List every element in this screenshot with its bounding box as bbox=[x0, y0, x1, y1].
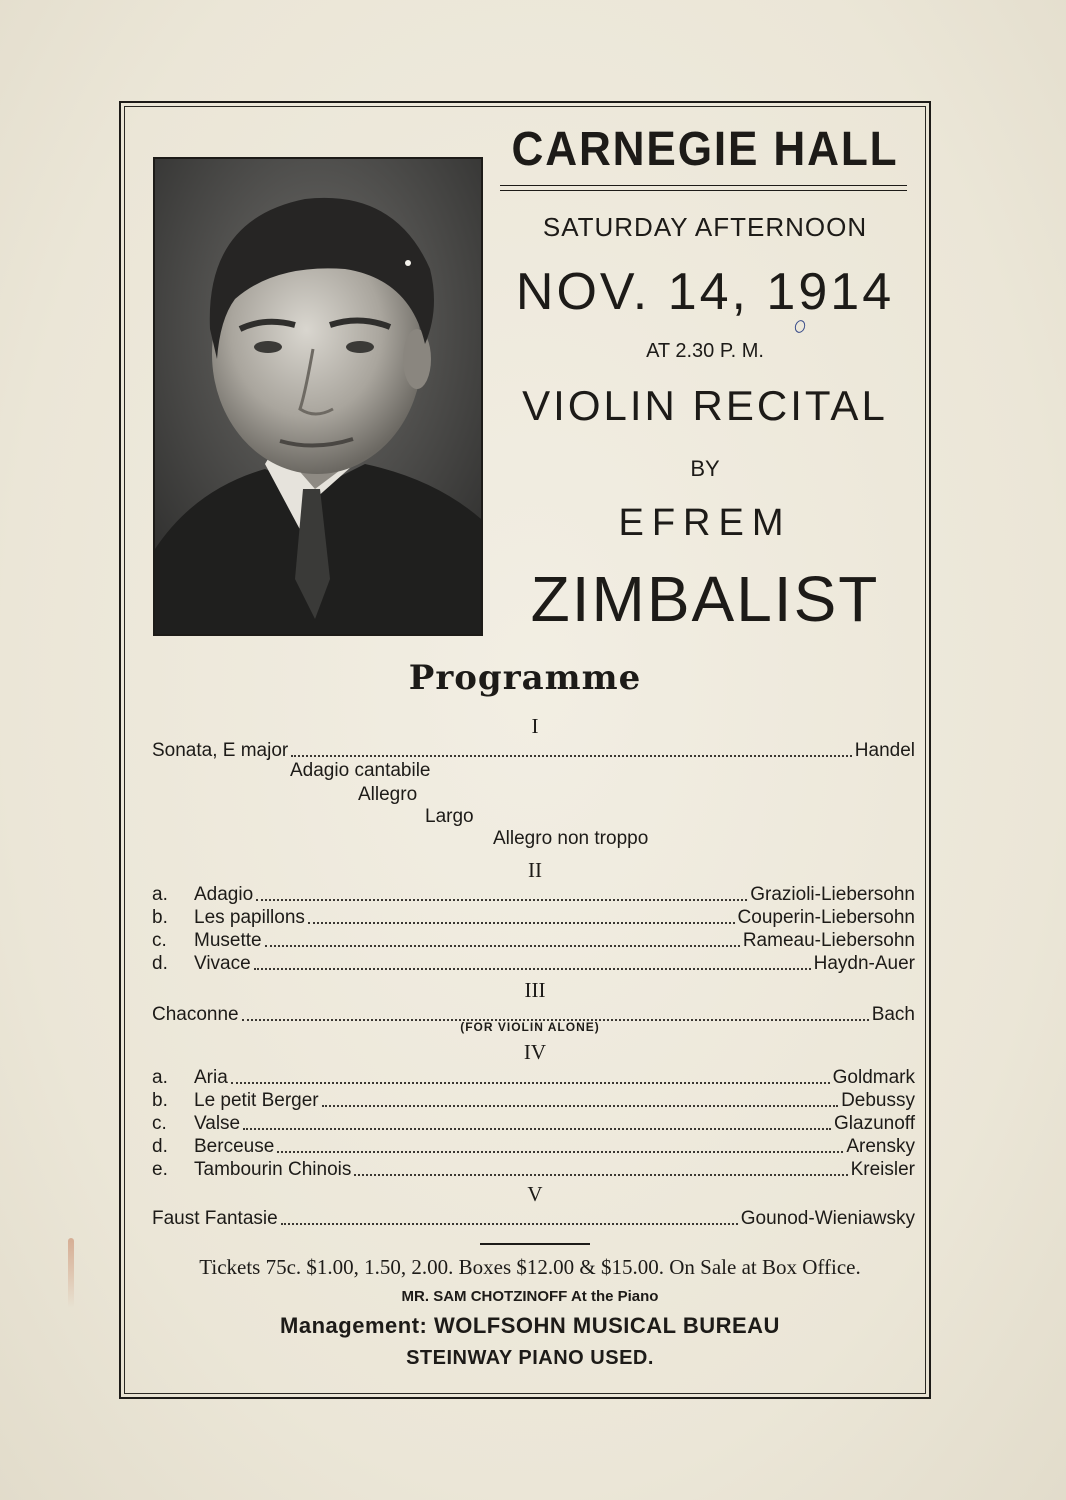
item-letter: a. bbox=[152, 1067, 168, 1088]
leader-dots bbox=[354, 1172, 847, 1176]
leader-dots bbox=[231, 1080, 830, 1084]
item-letter: c. bbox=[152, 1113, 167, 1134]
piece-composer: Couperin-Liebersohn bbox=[737, 907, 915, 928]
programme-item bbox=[152, 882, 915, 906]
section-numeral-4: IV bbox=[523, 1040, 547, 1064]
piece-title: Valse bbox=[194, 1113, 241, 1134]
programme-item bbox=[152, 1111, 915, 1135]
portrait-illustration bbox=[155, 159, 481, 634]
concert-date: NOV. 14, 1914 bbox=[515, 263, 895, 321]
programme-item bbox=[152, 928, 915, 952]
concert-time: AT 2.30 P. M. bbox=[646, 340, 764, 362]
leader-dots bbox=[277, 1149, 843, 1153]
piece-title: Sonata, E major bbox=[152, 740, 289, 761]
programme-item bbox=[152, 1206, 915, 1230]
movement: Allegro non troppo bbox=[493, 828, 649, 849]
piece-composer: Debussy bbox=[841, 1090, 915, 1111]
section-numeral-2: II bbox=[528, 858, 542, 882]
venue-title: CARNEGIE HALL bbox=[511, 123, 899, 176]
movement: Allegro bbox=[358, 784, 418, 805]
item-letter: b. bbox=[152, 1090, 168, 1111]
item-letter: a. bbox=[152, 884, 168, 905]
performer-first-name: EFREM bbox=[618, 502, 792, 544]
piece-title: Aria bbox=[194, 1067, 228, 1088]
section-numeral-1: I bbox=[531, 714, 539, 738]
footer-separator bbox=[480, 1243, 590, 1245]
piece-composer: Grazioli-Liebersohn bbox=[750, 884, 915, 905]
piece-composer: Handel bbox=[854, 740, 915, 761]
programme-item bbox=[152, 738, 915, 762]
header-rule-bottom bbox=[500, 190, 907, 191]
piece-composer: Goldmark bbox=[832, 1067, 915, 1088]
movement: Largo bbox=[425, 806, 474, 827]
leader-dots bbox=[265, 943, 740, 947]
programme-item bbox=[152, 1088, 915, 1112]
performer-last-name: ZIMBALIST bbox=[530, 563, 880, 635]
management-line: Management: WOLFSOHN MUSICAL BUREAU bbox=[280, 1313, 780, 1338]
leader-dots bbox=[291, 753, 852, 757]
piece-title: Les papillons bbox=[194, 907, 305, 928]
ticket-prices: Tickets 75c. $1.00, 1.50, 2.00. Boxes $12.00 & $15.00. On Sale at Box Office. bbox=[199, 1255, 861, 1279]
programme-item bbox=[152, 905, 915, 929]
leader-dots bbox=[281, 1221, 738, 1225]
programme-item bbox=[152, 1157, 915, 1181]
piece-composer: Arensky bbox=[846, 1136, 915, 1157]
piece-title: Musette bbox=[194, 930, 262, 951]
section-numeral-3: III bbox=[524, 978, 546, 1002]
piece-composer: Bach bbox=[871, 1004, 915, 1025]
leader-dots bbox=[322, 1103, 838, 1107]
piece-title: Le petit Berger bbox=[194, 1090, 319, 1111]
item-letter: d. bbox=[152, 953, 168, 974]
piece-composer: Gounod-Wieniawsky bbox=[740, 1208, 915, 1229]
portrait-photo bbox=[153, 157, 483, 636]
paper-stain bbox=[68, 1238, 74, 1308]
piece-composer: Rameau-Liebersohn bbox=[742, 930, 915, 951]
accompanist-line: MR. SAM CHOTZINOFF At the Piano bbox=[401, 1288, 659, 1305]
programme-item bbox=[152, 951, 915, 975]
event-title: VIOLIN RECITAL bbox=[522, 382, 888, 429]
piece-composer: Glazunoff bbox=[834, 1113, 915, 1134]
leader-dots bbox=[254, 966, 811, 970]
leader-dots bbox=[243, 1126, 831, 1130]
section-numeral-5: V bbox=[527, 1182, 543, 1206]
header-rule-top bbox=[500, 185, 907, 186]
item-letter: d. bbox=[152, 1136, 168, 1157]
piece-title: Vivace bbox=[194, 953, 251, 974]
piano-credit: STEINWAY PIANO USED. bbox=[406, 1347, 654, 1369]
piece-title: Adagio bbox=[194, 884, 254, 905]
piece-composer: Kreisler bbox=[850, 1159, 915, 1180]
programme-heading: Programme bbox=[408, 658, 642, 698]
piece-title: Berceuse bbox=[194, 1136, 275, 1157]
piece-title: Faust Fantasie bbox=[152, 1208, 278, 1229]
programme-item bbox=[152, 1134, 915, 1158]
item-letter: e. bbox=[152, 1159, 168, 1180]
instrument-note: (FOR VIOLIN ALONE) bbox=[460, 1020, 600, 1034]
concert-day: SATURDAY AFTERNOON bbox=[542, 212, 868, 242]
piece-title: Tambourin Chinois bbox=[194, 1159, 352, 1180]
item-letter: c. bbox=[152, 930, 167, 951]
programme-item bbox=[152, 1065, 915, 1089]
leader-dots bbox=[308, 920, 735, 924]
piece-composer: Haydn-Auer bbox=[813, 953, 915, 974]
by-label: BY bbox=[690, 456, 720, 481]
leader-dots bbox=[256, 897, 747, 901]
item-letter: b. bbox=[152, 907, 168, 928]
movement: Adagio cantabile bbox=[290, 760, 431, 781]
piece-title: Chaconne bbox=[152, 1004, 239, 1025]
